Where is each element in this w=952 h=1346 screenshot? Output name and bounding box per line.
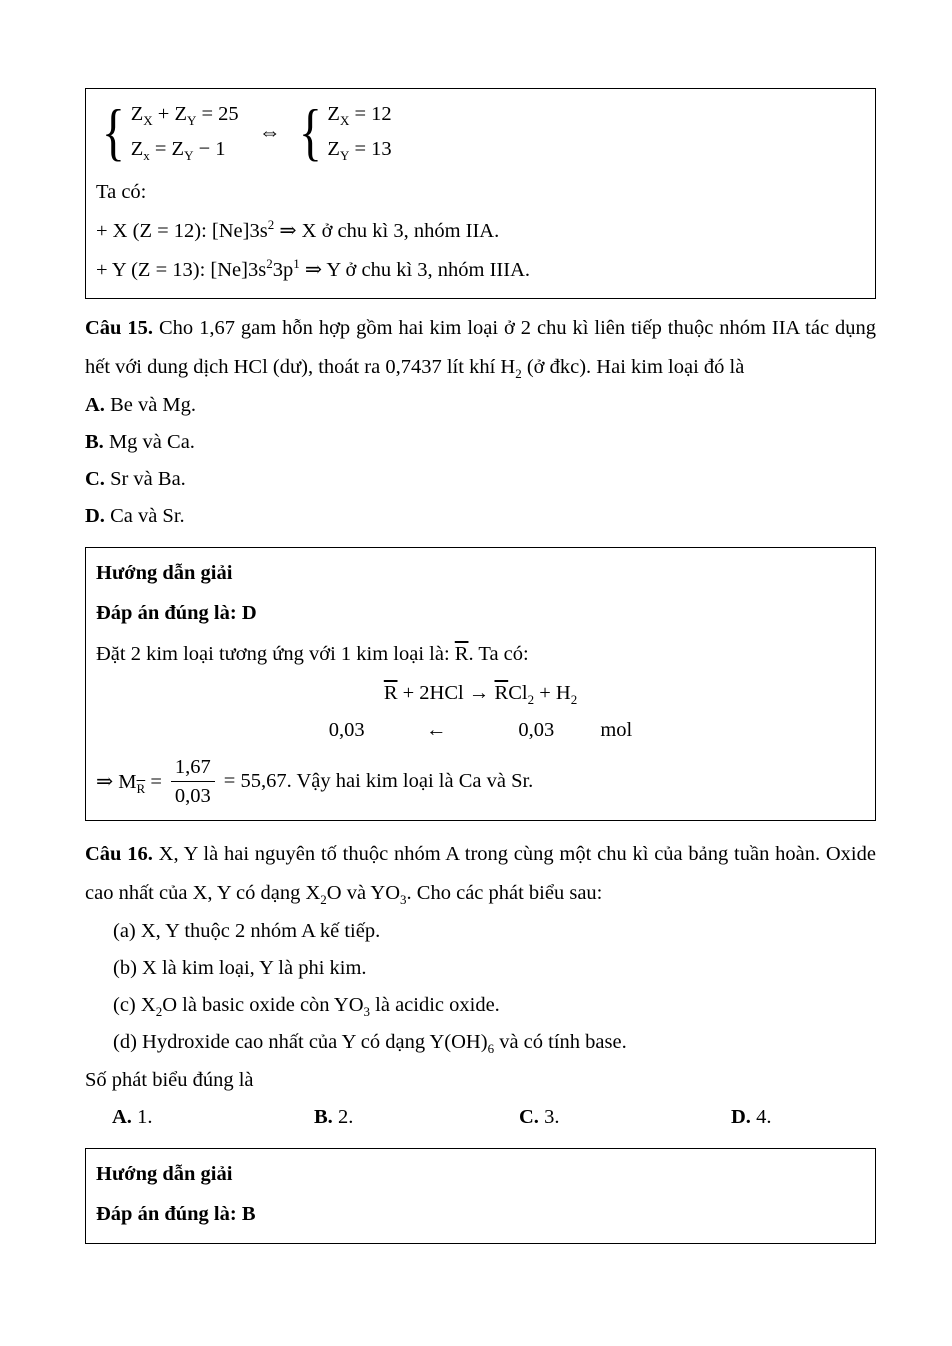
iff-arrow: ⇔: [258, 119, 281, 144]
conclusion-post: = 55,67. Vậy hai kim loại là Ca và Sr.: [223, 769, 534, 792]
option-label: D.: [85, 505, 105, 527]
solution-line-config-y: + Y (Z = 13): $[Ne]3s^23p^1$ ⇒ Y ở chu kì 3, nhóm IIIA.: [96, 256, 531, 281]
fraction-numerator: 1,67: [171, 754, 215, 782]
option-label: D.: [731, 1106, 751, 1128]
right-brace-glyph: {: [298, 96, 322, 167]
equation-left-column: [131, 97, 239, 167]
left-brace-glyph: {: [101, 96, 125, 167]
option-label: B.: [85, 431, 104, 453]
equation-line: $Z_X + Z_Y = 25$: [130, 103, 239, 129]
statement-b: (b) X là kim loại, Y là phi kim.: [113, 957, 367, 979]
fraction-denominator: 0,03: [174, 784, 211, 807]
question-16-body: X, Y là hai nguyên tố thuộc nhóm A trong cùng một chu kì của bảng tuần hoàn. Oxide cao nhất của X, Y có dạng $X_2O$ và $YO_3$. Cho các phát biểu sau:: [85, 843, 876, 908]
question-16-label: Câu 16.: [85, 843, 153, 865]
option-text: 1.: [131, 1106, 153, 1128]
solution-14-box: [85, 88, 876, 299]
conclusion-pre: ⇒ $M_{\overline{R}}$ =: [96, 770, 162, 796]
solution-15-box: [85, 547, 876, 821]
option-label: A.: [112, 1106, 132, 1128]
solution-line: Ta có:: [96, 181, 147, 203]
conclusion-line: [96, 750, 865, 812]
equation-line: $Z_Y = 13$: [327, 138, 392, 164]
option-15-b: [85, 424, 876, 461]
question-16-text: [85, 835, 876, 913]
option-label: C.: [85, 468, 105, 490]
option-16-c: [519, 1099, 731, 1136]
statements-list: [85, 913, 876, 1061]
equation-right-column: [327, 97, 391, 167]
option-text: 2.: [332, 1106, 354, 1128]
solution-heading: Hướng dẫn giải: [96, 562, 233, 584]
options-row-16: [85, 1099, 876, 1136]
option-text: 3.: [538, 1106, 560, 1128]
option-15-a: [85, 387, 876, 424]
fraction: [171, 754, 215, 809]
question-15-text: [85, 309, 876, 387]
statement-d: (d) Hydroxide cao nhất của Y có dạng $Y(OH)_6$ và có tính base.: [113, 1031, 627, 1057]
mol-line: 0,03 ← 0,03 mol: [328, 719, 633, 741]
option-label: B.: [314, 1106, 333, 1128]
question-16-prompt: Số phát biểu đúng là: [85, 1069, 254, 1091]
option-text: Ca và Sr.: [104, 505, 185, 527]
option-16-b: [314, 1099, 519, 1136]
statement-c: (c) $X_2O$ là basic oxide còn $YO_3$ là acidic oxide.: [113, 994, 500, 1020]
option-text: Be và Mg.: [104, 394, 197, 416]
option-text: Mg và Ca.: [103, 431, 195, 453]
option-15-d: [85, 498, 876, 535]
equation-line: $Z_X = 12$: [327, 103, 392, 129]
option-16-a: [112, 1099, 314, 1136]
answer-line: Đáp án đúng là: B: [96, 1203, 256, 1225]
option-label: A.: [85, 394, 105, 416]
question-15-body: Cho 1,67 gam hỗn hợp gồm hai kim loại ở 2 chu kì liên tiếp thuộc nhóm IIA tác dụng hết với dung dịch HCl (dư), thoát ra 0,7437 lít khí $H_2$ (ở đkc). Hai kim loại đó là: [85, 317, 876, 382]
answer-line: Đáp án đúng là: D: [96, 602, 257, 624]
statement-a: (a) X, Y thuộc 2 nhóm A kế tiếp.: [113, 920, 381, 942]
question-15-label: Câu 15.: [85, 317, 154, 339]
option-15-c: [85, 461, 876, 498]
option-text: 4.: [750, 1106, 772, 1128]
solution-line-config-x: + X (Z = 12): $[Ne]3s^2$ ⇒ X ở chu kì 3, nhóm IIA.: [96, 217, 500, 242]
option-label: C.: [519, 1106, 539, 1128]
setup-line: Đặt 2 kim loại tương ứng với 1 kim loại là: $\overline{R}$. Ta có:: [96, 643, 529, 665]
option-text: Sr và Ba.: [104, 468, 186, 490]
solution-heading: Hướng dẫn giải: [96, 1163, 233, 1185]
solution-16-box: [85, 1148, 876, 1244]
reaction-equation: $\overline{R} + 2HCl \to \overline{R}Cl_2 + H_2$: [383, 682, 578, 708]
option-16-d: [731, 1099, 876, 1136]
equation-line: $Z_x = Z_Y - 1$: [130, 138, 226, 164]
equation-system: [98, 97, 865, 167]
